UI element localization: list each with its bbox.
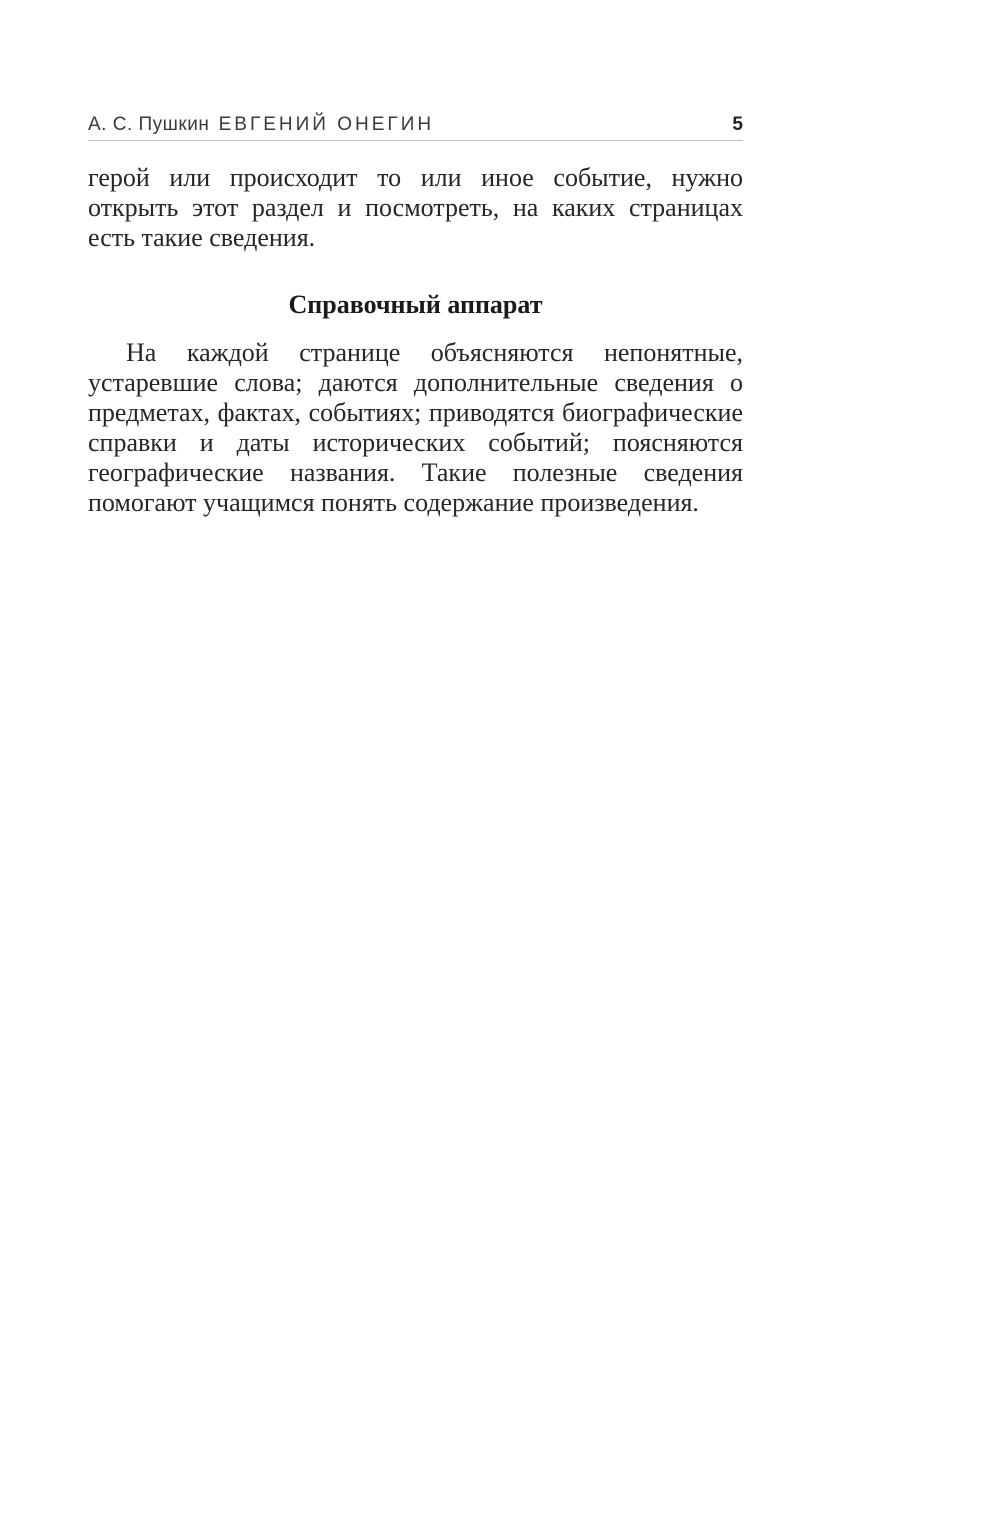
header-work-title: ЕВГЕНИЙ ОНЕГИН	[218, 114, 435, 135]
continued-paragraph: герой или происходит то или иное событие, нужно открыть этот раздел и посмотреть, на каких страницах есть такие сведения.	[88, 163, 743, 252]
header-author: А. С. Пушкин	[88, 114, 210, 135]
reference-paragraph: На каждой странице объясняются непонятные, устаревшие слова; даются дополнительные сведения о предметах, фактах, событиях; приводятся биографические справки и даты исторических событий; поясняются географические названия. Такие полезные сведения помогают учащимся понять содержание произведения.	[88, 338, 743, 517]
section-heading: Справочный аппарат	[288, 290, 543, 319]
running-header	[88, 112, 743, 141]
page-number: 5	[732, 114, 743, 135]
running-title	[88, 114, 434, 136]
